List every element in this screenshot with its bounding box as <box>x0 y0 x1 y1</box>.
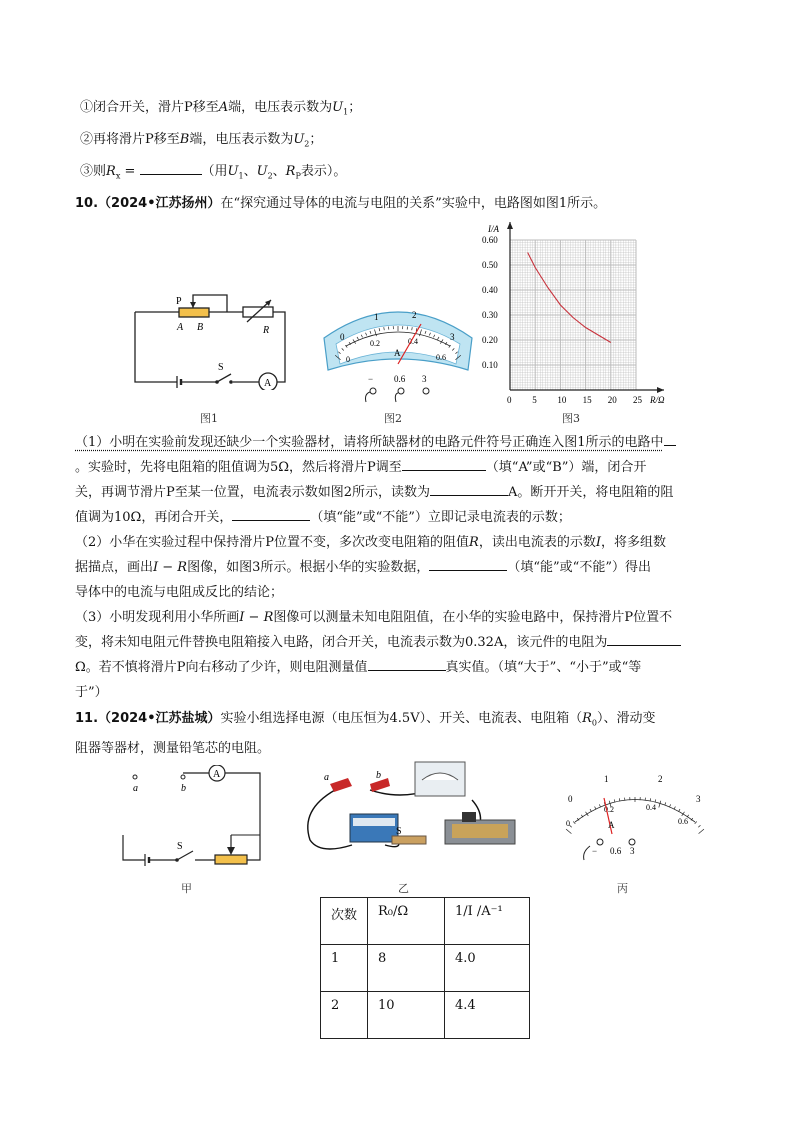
table-row: 1 8 4.0 <box>321 945 530 992</box>
bing-unit: A <box>608 820 615 830</box>
bing-bottom-0.4: 0.4 <box>646 803 656 812</box>
x-tick-label: 0 <box>507 395 512 405</box>
figure-3-caption: 图3 <box>562 412 580 425</box>
bing-terminal-0.6: 0.6 <box>610 846 622 856</box>
blank-q10-1[interactable] <box>664 433 676 446</box>
meter-top-2: 2 <box>412 310 417 320</box>
terminal-neg: − <box>368 374 374 384</box>
part-3-line-3: Ω。若不慎将滑片P向右移动了少许，则电阻测量值 真实值。（填“大于”、“小于”或“等 <box>75 660 642 675</box>
meter-bottom-0.2: 0.2 <box>370 339 380 348</box>
label-S: S <box>218 362 224 373</box>
meter-tick <box>566 829 571 833</box>
jia-label-a: a <box>133 783 138 794</box>
bing-top-2: 2 <box>658 774 663 784</box>
y-tick-label: 0.10 <box>482 360 498 370</box>
meter-top-0: 0 <box>340 332 345 342</box>
x-tick-label: 25 <box>633 395 642 405</box>
answer-blank[interactable] <box>140 162 202 175</box>
bing-terminal-3: 3 <box>630 846 635 856</box>
part-3-line-4: 于”） <box>75 685 108 700</box>
figure-jia-caption: 甲 <box>181 882 192 895</box>
blank-q10-2[interactable] <box>402 458 486 471</box>
yi-label-b: b <box>376 770 381 781</box>
part-1-line-4: 值调为10Ω，再闭合开关， （填“能”或“不能”）立即记录电流表的示数； <box>75 510 571 525</box>
table-header-row <box>321 898 530 945</box>
meter-top-3: 3 <box>450 332 455 342</box>
jia-label-b: b <box>181 783 186 794</box>
figure-yi-caption: 乙 <box>398 882 409 895</box>
ammeter-symbol: A <box>264 378 272 389</box>
part-2-line-2: 据描点，画出I − R图像，如图3所示。根据小华的实验数据， （填“能”或“不能”）得出 <box>75 560 651 575</box>
label-P: P <box>176 296 182 307</box>
y-tick-label: 0.60 <box>482 235 498 245</box>
meter-tick <box>674 807 675 810</box>
meter-tick <box>679 809 681 812</box>
jia-ammeter: A <box>213 769 221 780</box>
question-10-body <box>75 430 735 705</box>
data-table <box>320 897 530 1039</box>
meter-tick <box>586 812 589 816</box>
figure-1-caption: 图1 <box>200 412 218 425</box>
figure-1-circuit <box>125 290 295 390</box>
part-3-line-1: （3）小明发现利用小华所画I − R图像可以测量未知电阻阻值，在小华的实验电路中，保持滑片P位置不 <box>75 610 673 625</box>
bing-bottom-0.2: 0.2 <box>604 805 614 814</box>
blank-q10-7[interactable] <box>368 658 446 671</box>
figure-bing-ammeter <box>560 772 710 862</box>
meter-tick <box>590 809 592 812</box>
blank-q10-3[interactable] <box>430 483 508 496</box>
figure-jia-circuit <box>115 765 275 870</box>
yi-label-S: S <box>396 826 402 837</box>
terminal-0.6: 0.6 <box>394 374 406 384</box>
part-1-line-3: 关，再调节滑片P至某一位置，电流表示数如图2所示，读数为 A。断开开关，将电阻箱的阻 <box>75 485 674 500</box>
meter-tick <box>682 812 685 816</box>
part-1-line-1: （1）小明在实验前发现还缺少一个实验器材，请将所缺器材的电路元件符号正确连入图1所示的电路中 <box>75 430 735 455</box>
bing-bottom-0.6: 0.6 <box>678 817 688 826</box>
x-tick-label: 15 <box>582 395 592 405</box>
y-tick-label: 0.20 <box>482 335 498 345</box>
question-11-stem: 11.（2024•江苏盐城）实验小组选择电源（电压恒为4.5V）、开关、电流表、电阻箱$(R_0)$、滑动变 阻器等器材，测量铅笔芯的电阻。 <box>75 711 656 756</box>
yi-label-a: a <box>324 772 329 783</box>
meter-bottom-0.6: 0.6 <box>436 353 446 362</box>
bing-top-3: 3 <box>696 794 701 804</box>
step-2: ②再将滑片P移至B端，电压表示数为$U_2$； <box>80 132 323 149</box>
blank-q10-6[interactable] <box>607 633 681 646</box>
step-1: ①闭合开关，滑片P移至A端，电压表示数为$U_1$； <box>80 100 362 117</box>
meter-tick <box>595 807 596 810</box>
x-axis-arrow <box>657 387 664 393</box>
header-count: 次数 <box>321 898 368 945</box>
figure-3-chart <box>470 210 680 410</box>
bing-top-0: 0 <box>568 794 573 804</box>
figure-2-caption: 图2 <box>384 412 402 425</box>
header-r0: R₀/Ω <box>368 898 445 945</box>
figure-bing-caption: 丙 <box>617 882 628 895</box>
bing-terminal-neg: − <box>592 846 598 856</box>
meter-tick <box>698 825 700 827</box>
y-axis-arrow <box>507 222 513 229</box>
question-10-stem: 10.（2024•江苏扬州）在“探究通过导体的电流与电阻的关系”实验中，电路图如图1所示。 <box>75 196 607 211</box>
figure-yi-apparatus <box>290 760 530 860</box>
header-inv-i: 1/I /A⁻¹ <box>445 898 530 945</box>
meter-tick <box>659 801 661 808</box>
label-B-end: B <box>197 322 204 333</box>
blank-q10-4[interactable] <box>232 508 310 521</box>
y-tick-label: 0.40 <box>482 285 498 295</box>
bing-bottom-0: 0 <box>566 819 570 828</box>
part-2-line-1: （2）小华在实验过程中保持滑片P位置不变，多次改变电阻箱的阻值R，读出电流表的示数I，将多组数 <box>75 535 666 550</box>
meter-top-1: 1 <box>374 312 379 322</box>
terminal-3: 3 <box>422 374 427 384</box>
meter-unit: A <box>394 348 401 358</box>
meter-tick <box>599 804 600 807</box>
figure-2-ammeter <box>318 298 478 408</box>
table-row: 2 10 4.4 <box>321 992 530 1039</box>
meter-bottom-0: 0 <box>346 355 350 364</box>
jia-label-S: S <box>177 841 183 852</box>
meter-tick <box>699 829 704 833</box>
y-axis-label: I/A <box>488 224 499 234</box>
bing-top-1: 1 <box>604 774 609 784</box>
x-axis-label: R/Ω <box>650 395 665 405</box>
part-1-line-2: 。实验时，先将电阻箱的阻值调为5Ω，然后将滑片P调至 （填“A”或“B”）端，闭合开 <box>75 460 647 475</box>
meter-bottom-0.4: 0.4 <box>408 337 418 346</box>
x-tick-label: 20 <box>607 395 617 405</box>
blank-q10-5[interactable] <box>429 558 507 571</box>
y-tick-label: 0.30 <box>482 310 498 320</box>
x-tick-label: 5 <box>532 395 537 405</box>
meter-tick <box>669 804 670 807</box>
part-3-line-2: 变，将未知电阻元件替换电阻箱接入电路，闭合开关，电流表示数为0.32A，该元件的电阻为 <box>75 630 735 655</box>
meter-tick <box>665 802 666 805</box>
x-tick-label: 10 <box>557 395 567 405</box>
part-2-line-3: 导体中的电流与电阻成反比的结论； <box>75 585 284 600</box>
y-tick-label: 0.50 <box>482 260 498 270</box>
step-3: ③则$R_x$ = （用$U_1$、$U_2$、$R_P$表示）。 <box>80 164 347 181</box>
label-R: R <box>263 325 270 336</box>
label-A-end: A <box>177 322 184 333</box>
